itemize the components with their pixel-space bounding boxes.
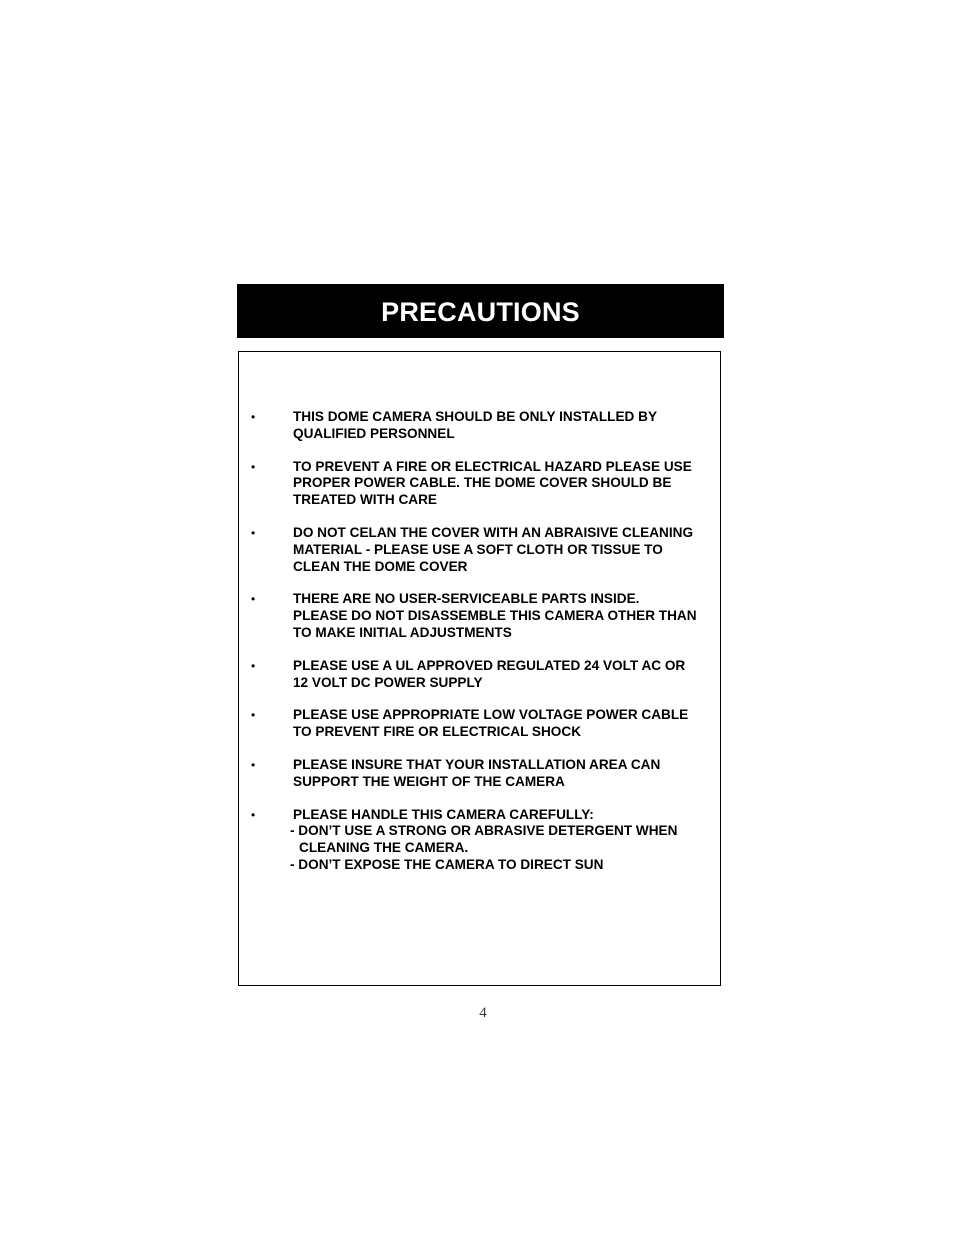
list-item-text: TO PREVENT A FIRE OR ELECTRICAL HAZARD PLEASE USE PROPER POWER CABLE. THE DOME COVER SHOULD BE TREATED WITH CARE xyxy=(293,458,692,508)
list-item-text: DO NOT CELAN THE COVER WITH AN ABRAISIVE CLEANING MATERIAL - PLEASE USE A SOFT CLOTH OR TISSUE TO CLEAN THE DOME COVER xyxy=(293,524,694,574)
list-item xyxy=(239,459,720,509)
precautions-list xyxy=(239,409,720,890)
bullet-icon: • xyxy=(251,807,256,822)
list-item-text: THERE ARE NO USER-SERVICEABLE PARTS INSIDE. PLEASE DO NOT DISASSEMBLE THIS CAMERA OTHER THAN TO MAKE INITIAL ADJUSTMENTS xyxy=(293,591,697,640)
bullet-icon: • xyxy=(251,757,256,772)
sub-list-item: - DON’T USE A STRONG OR ABRASIVE DETERGENT WHEN CLEANING THE CAMERA. xyxy=(290,823,678,856)
header-bar xyxy=(237,284,724,338)
list-item xyxy=(239,757,720,791)
list-item-text: PLEASE USE A UL APPROVED REGULATED 24 VOLT AC OR 12 VOLT DC POWER SUPPLY xyxy=(293,657,686,690)
precautions-box xyxy=(238,351,721,986)
bullet-icon: • xyxy=(251,459,256,474)
list-item xyxy=(239,707,720,741)
list-item-text: THIS DOME CAMERA SHOULD BE ONLY INSTALLED BY QUALIFIED PERSONNEL xyxy=(293,409,658,441)
bullet-icon: • xyxy=(251,525,256,540)
list-item-text: PLEASE INSURE THAT YOUR INSTALLATION AREA CAN SUPPORT THE WEIGHT OF THE CAMERA xyxy=(293,756,661,789)
list-item-text: PLEASE USE APPROPRIATE LOW VOLTAGE POWER CABLE TO PREVENT FIRE OR ELECTRICAL SHOCK xyxy=(293,707,689,740)
list-item xyxy=(239,525,720,575)
bullet-icon: • xyxy=(251,410,256,424)
list-item xyxy=(239,591,720,641)
bullet-icon: • xyxy=(251,658,256,673)
page-title: PRECAUTIONS xyxy=(381,296,580,327)
page-number: 4 xyxy=(479,1005,487,1021)
bullet-icon: • xyxy=(251,592,256,607)
sub-list xyxy=(239,823,720,873)
bullet-icon: • xyxy=(251,708,256,723)
list-item xyxy=(239,807,720,874)
list-item xyxy=(239,658,720,692)
sub-list-item: - DON’T EXPOSE THE CAMERA TO DIRECT SUN xyxy=(290,856,604,872)
list-item xyxy=(239,409,720,443)
list-item-text: PLEASE HANDLE THIS CAMERA CAREFULLY: xyxy=(293,806,594,822)
